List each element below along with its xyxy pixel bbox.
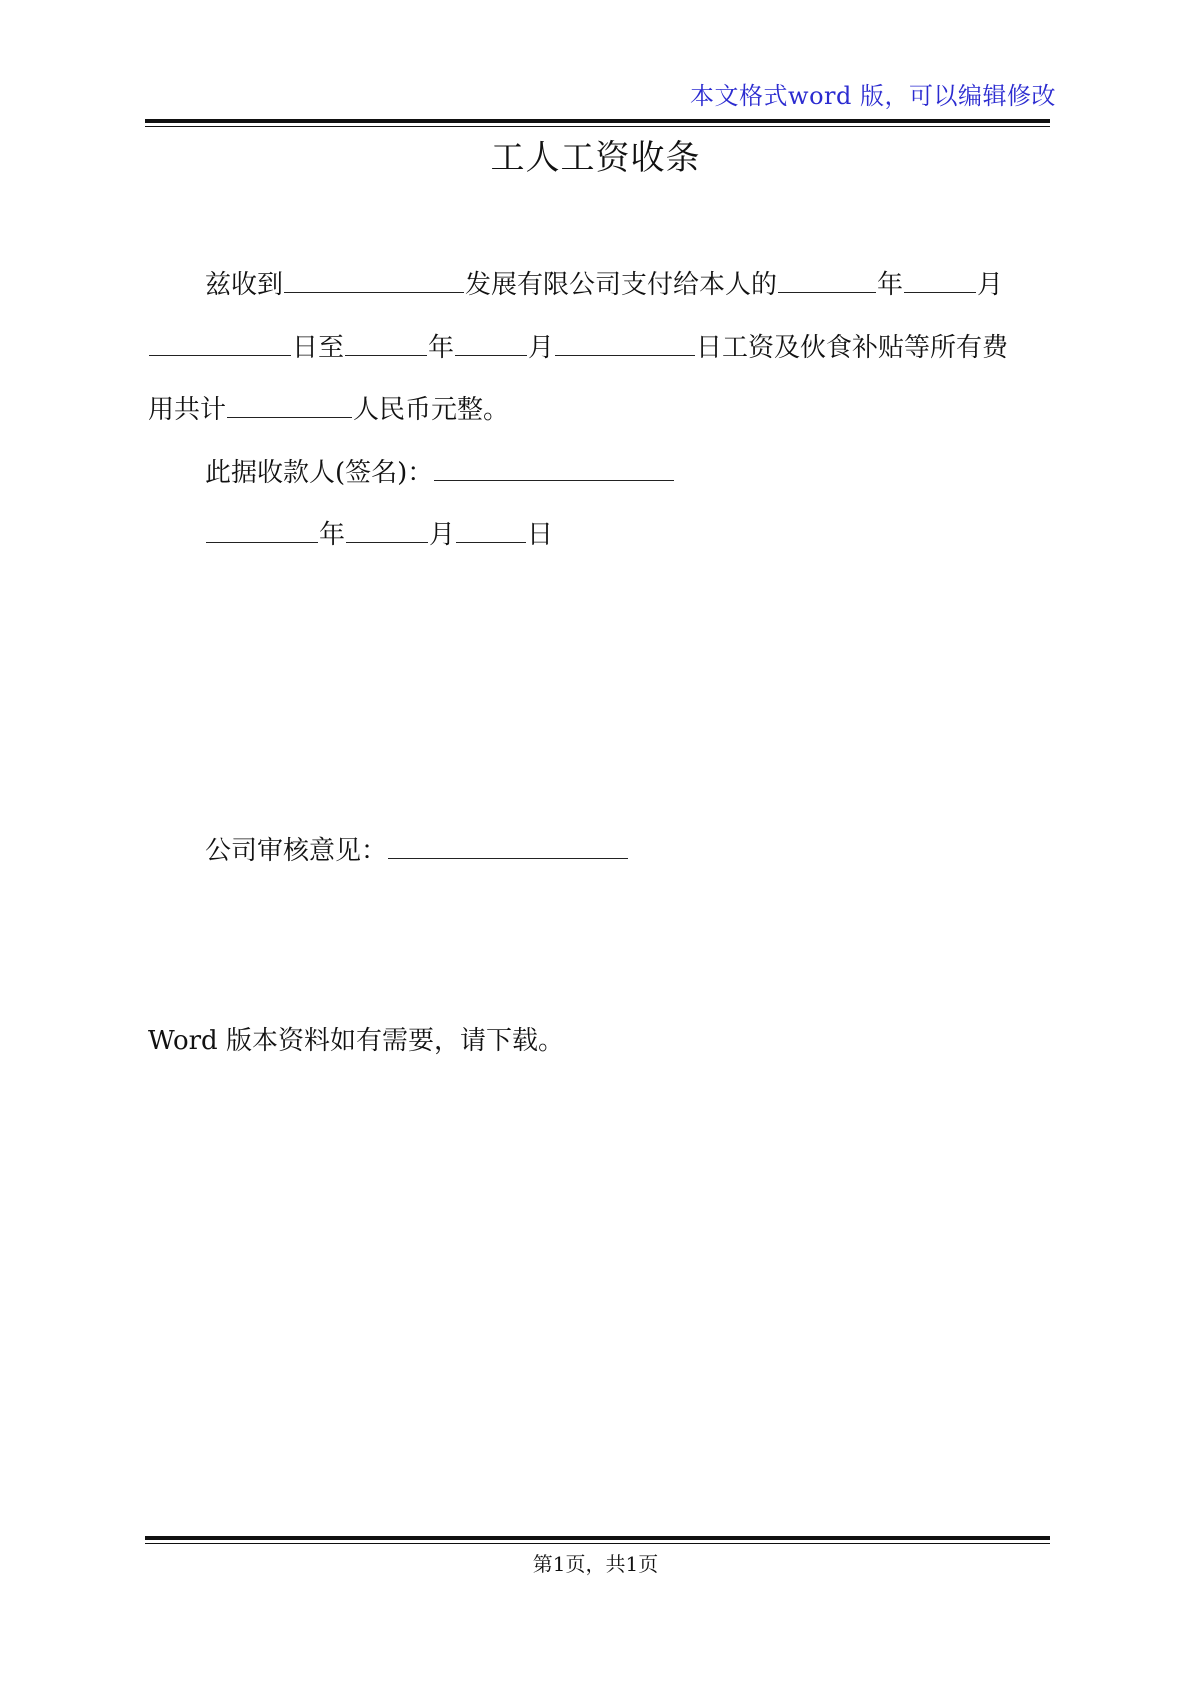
- text-month: 月: [977, 270, 1004, 300]
- footer-rule-thick: [145, 1536, 1050, 1540]
- header-rule: [145, 119, 1050, 127]
- text-month-2: 月: [528, 333, 555, 363]
- end-year-blank[interactable]: [345, 333, 427, 356]
- footer-rule-thin: [145, 1543, 1050, 1544]
- start-month-blank[interactable]: [904, 270, 976, 293]
- paragraph-line-2: [148, 333, 1008, 361]
- text-year: 年: [877, 270, 904, 300]
- header-rule-thick: [145, 119, 1050, 123]
- end-month-blank[interactable]: [455, 333, 527, 356]
- end-day-blank[interactable]: [555, 333, 695, 356]
- date-year-blank[interactable]: [206, 520, 318, 543]
- start-day-blank[interactable]: [149, 333, 291, 356]
- text-company-paid: 发展有限公司支付给本人的: [465, 270, 778, 300]
- receipt-signature-line: [205, 458, 675, 486]
- download-note: Word 版本资料如有需要，请下载。: [148, 1026, 564, 1056]
- company-review-label: 公司审核意见：: [205, 836, 388, 866]
- page-number: 第1页，共1页: [532, 1552, 659, 1576]
- paragraph-line-3: [148, 395, 509, 423]
- date-day-blank[interactable]: [456, 520, 526, 543]
- header-rule-thin: [145, 126, 1050, 127]
- footer-rule: [145, 1536, 1050, 1544]
- total-amount-blank[interactable]: [227, 395, 352, 418]
- text-total: 用共计: [148, 395, 227, 425]
- text-day-to: 日至: [292, 333, 345, 363]
- date-year-label: 年: [319, 520, 346, 550]
- company-name-blank[interactable]: [284, 270, 464, 293]
- date-line: [205, 520, 553, 548]
- text-rmb-whole: 人民币元整。: [353, 395, 510, 425]
- paragraph-line-1: [205, 270, 1003, 298]
- text-year-2: 年: [428, 333, 455, 363]
- company-review-blank[interactable]: [388, 836, 628, 859]
- date-day-label: 日: [527, 520, 554, 550]
- document-title: 工人工资收条: [490, 138, 701, 178]
- text-wages-subsidy: 日工资及伙食补贴等所有费: [696, 333, 1009, 363]
- signature-blank[interactable]: [434, 458, 674, 481]
- header-note: 本文格式word 版，可以编辑修改: [690, 82, 1056, 110]
- date-month-blank[interactable]: [346, 520, 428, 543]
- company-review-line: [205, 836, 629, 864]
- receipt-signature-label: 此据收款人(签名)：: [205, 458, 434, 488]
- text-received: 兹收到: [205, 270, 284, 300]
- start-year-blank[interactable]: [778, 270, 876, 293]
- date-month-label: 月: [429, 520, 456, 550]
